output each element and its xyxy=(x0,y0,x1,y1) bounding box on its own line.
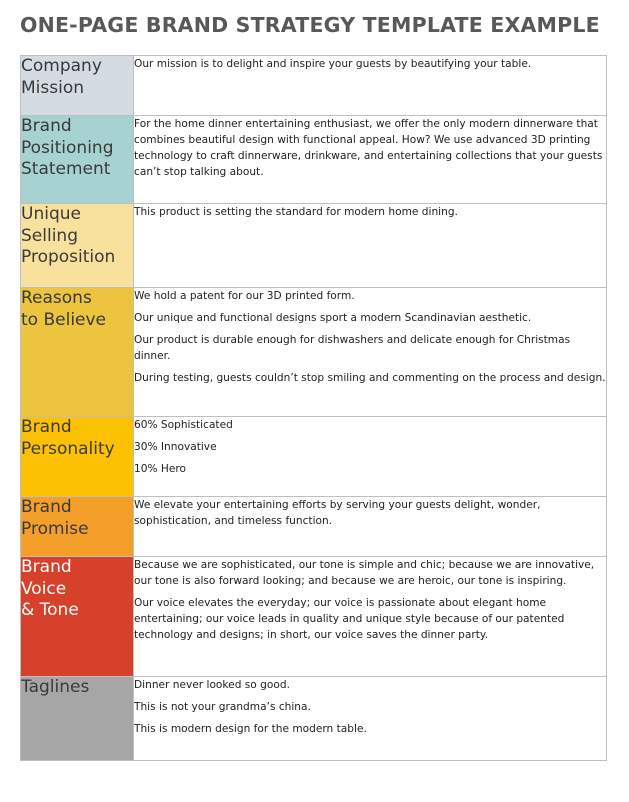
label-reasons-to-believe xyxy=(21,288,134,417)
content-paragraph: 30% Innovative xyxy=(134,441,217,453)
row-company-mission xyxy=(21,56,607,116)
content-brand-voice-tone xyxy=(134,557,607,677)
label-company-mission xyxy=(21,56,134,116)
content-brand-personality xyxy=(134,417,607,497)
content-paragraph: Dinner never looked so good. xyxy=(134,679,290,691)
label-taglines xyxy=(21,677,134,761)
content-paragraph: We hold a patent for our 3D printed form. xyxy=(134,290,355,302)
label-line: to Believe xyxy=(21,309,107,330)
content-paragraph: Because we are sophisticated, our tone is simple and chic; because we are innovative, our tone is also forward looking; and because we are heroic, our tone is inspiring. xyxy=(134,559,595,587)
label-line: Mission xyxy=(21,77,85,98)
label-line: Brand xyxy=(21,557,72,577)
label-line: Statement xyxy=(21,159,111,179)
brand-strategy-table xyxy=(20,55,607,761)
label-line: Voice xyxy=(21,578,67,599)
content-brand-positioning-statement xyxy=(134,116,607,204)
row-brand-positioning-statement xyxy=(21,116,607,204)
label-brand-positioning-statement xyxy=(21,116,134,204)
row-reasons-to-believe xyxy=(21,288,607,417)
label-line: Unique xyxy=(21,204,81,224)
content-paragraph: This is modern design for the modern table. xyxy=(134,723,367,735)
content-paragraph: Our voice elevates the everyday; our voice is passionate about elegant home entertaining; our voice leads in quality and unique style because of our patented technology and designs; in short, our voice saves the dinner party. xyxy=(134,597,565,641)
content-paragraph: Our product is durable enough for dishwashers and delicate enough for Christmas dinner. xyxy=(134,334,571,362)
label-line: & Tone xyxy=(21,600,79,620)
row-unique-selling-proposition xyxy=(21,204,607,288)
label-brand-voice-tone xyxy=(21,557,134,677)
label-line: Brand xyxy=(21,417,72,437)
content-brand-promise xyxy=(134,497,607,557)
content-paragraph: During testing, guests couldn’t stop smiling and commenting on the process and design. xyxy=(134,372,606,384)
content-paragraph: 60% Sophisticated xyxy=(134,419,233,431)
label-line: Reasons xyxy=(21,288,92,308)
label-line: Proposition xyxy=(21,247,116,267)
row-taglines xyxy=(21,677,607,761)
label-unique-selling-proposition xyxy=(21,204,134,288)
label-line: Brand xyxy=(21,497,72,517)
content-paragraph: Our unique and functional designs sport a modern Scandinavian aesthetic. xyxy=(134,312,532,324)
row-brand-personality xyxy=(21,417,607,497)
content-taglines xyxy=(134,677,607,761)
content-reasons-to-believe xyxy=(134,288,607,417)
row-brand-promise xyxy=(21,497,607,557)
label-brand-personality xyxy=(21,417,134,497)
label-line: Brand xyxy=(21,116,72,136)
label-line: Taglines xyxy=(21,677,90,697)
label-brand-promise xyxy=(21,497,134,557)
content-paragraph: Our mission is to delight and inspire your guests by beautifying your table. xyxy=(134,58,532,70)
label-line: Promise xyxy=(21,518,89,539)
content-company-mission xyxy=(134,56,607,116)
brand-strategy-table-body xyxy=(21,56,607,761)
content-paragraph: We elevate your entertaining efforts by serving your guests delight, wonder, sophistication, and timeless function. xyxy=(134,499,541,527)
label-line: Positioning xyxy=(21,137,114,158)
row-brand-voice-tone xyxy=(21,557,607,677)
label-line: Selling xyxy=(21,225,78,246)
label-line: Personality xyxy=(21,438,115,459)
content-paragraph: 10% Hero xyxy=(134,463,187,475)
content-unique-selling-proposition xyxy=(134,204,607,288)
content-paragraph: This is not your grandma’s china. xyxy=(134,701,311,713)
content-paragraph: This product is setting the standard for modern home dining. xyxy=(134,206,458,218)
page-title: ONE-PAGE BRAND STRATEGY TEMPLATE EXAMPLE xyxy=(20,13,600,37)
label-line: Company xyxy=(21,56,102,76)
content-paragraph: For the home dinner entertaining enthusiast, we offer the only modern dinnerware that combines beautiful design with functional appeal. How? We use advanced 3D printing technology to craft dinnerware, drinkware, and entertaining collections that your guests can’t stop talking about. xyxy=(134,118,603,178)
